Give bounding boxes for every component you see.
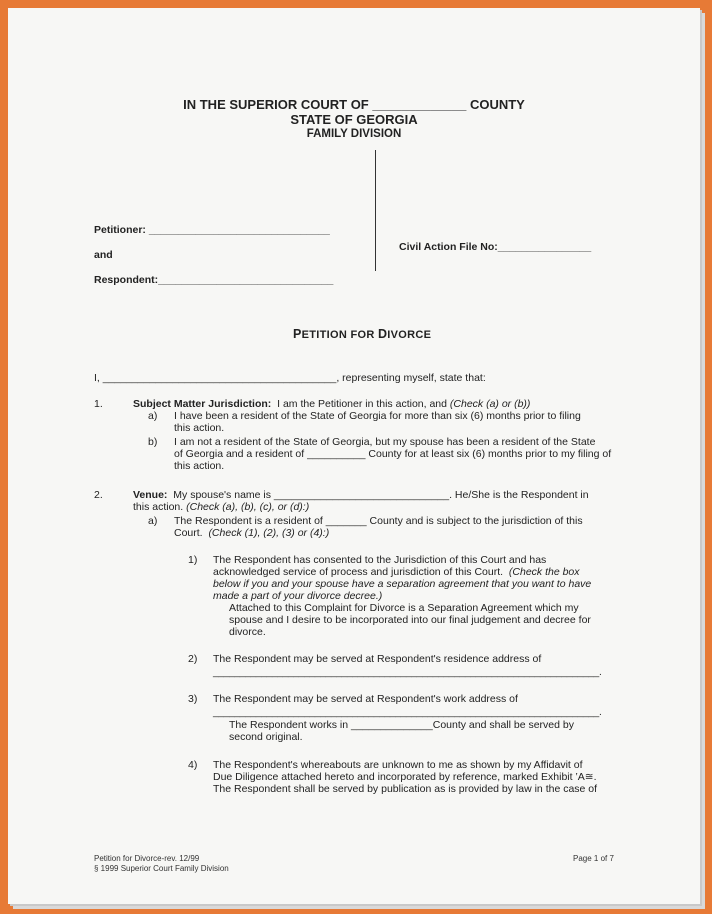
item1-line2-note: (Check the box	[508, 566, 580, 578]
court-heading-line1: IN THE SUPERIOR COURT OF _____________ COUNTY	[183, 97, 525, 112]
item1-line5: Attached to this Complaint for Divorce is a Separation Agreement which my	[229, 602, 579, 614]
section2-a-line2-text: Court.	[174, 527, 203, 539]
item1-line4: made a part of your divorce decree.)	[213, 590, 383, 602]
section1-note: (Check (a) or (b))	[449, 398, 531, 410]
item3-line4: second original.	[229, 731, 303, 743]
intro-statement: I, ________________________________________, representing myself, state that:	[94, 372, 486, 384]
item1-line3: below if you and your spouse have a separation agreement that you want to have	[213, 578, 592, 590]
item4-line1: The Respondent's whereabouts are unknown to me as shown by my Affidavit of	[213, 759, 583, 771]
section2-a-line2-note: (Check (1), (2), (3) or (4):)	[208, 527, 330, 539]
section2-number: 2.	[94, 489, 103, 501]
item1-label: 1)	[188, 554, 198, 566]
section1-text: I am the Petitioner in this action, and	[277, 398, 447, 410]
section1-b-label: b)	[148, 436, 158, 448]
title-rest-1: ETITION FOR	[301, 329, 378, 341]
section1-b-line3: this action.	[174, 460, 225, 472]
section1-b-line2: of Georgia and a resident of __________ County for at least six (6) months prior to my filing of	[174, 448, 612, 460]
footer-revision: Petition for Divorce-rev. 12/99	[94, 854, 200, 863]
petitioner-field: Petitioner: _______________________________	[94, 224, 330, 236]
section1-heading: Subject Matter Jurisdiction:	[133, 398, 272, 410]
caption-divider	[375, 150, 376, 271]
civil-action-field: Civil Action File No:________________	[399, 241, 592, 253]
section1-a-line1: I have been a resident of the State of Georgia for more than six (6) months prior to filing	[174, 410, 581, 422]
item1-line2	[213, 566, 580, 578]
item3-line3: The Respondent works in ______________County and shall be served by	[229, 719, 574, 731]
title-rest-2: IVORCE	[387, 329, 432, 341]
item3-label: 3)	[188, 693, 198, 705]
document-title	[293, 327, 431, 341]
item4-line2: Due Diligence attached hereto and incorporated by reference, marked Exhibit ‛A≅.	[213, 771, 597, 783]
item4-line3: The Respondent shall be served by publication as is provided by law in the case of	[213, 783, 598, 795]
section2-line2-text: this action.	[133, 501, 184, 513]
section2-line2-note: (Check (a), (b), (c), or (d):)	[186, 501, 310, 513]
court-heading-line3: FAMILY DIVISION	[306, 128, 402, 140]
footer-page-number: Page 1 of 7	[573, 854, 614, 863]
item2-line1: The Respondent may be served at Respondent's residence address of	[213, 653, 542, 665]
section2-line1-text: My spouse's name is ______________________________. He/She is the Respondent in	[173, 489, 589, 501]
item2-label: 2)	[188, 653, 198, 665]
section2-line1	[133, 489, 589, 501]
item1-line7: divorce.	[229, 626, 266, 638]
court-heading-line2: STATE OF GEORGIA	[290, 112, 418, 127]
item2-address-line: ________________________________________________________________________.	[213, 667, 602, 678]
title-cap-d: D	[377, 327, 388, 341]
section1-number: 1.	[94, 398, 103, 410]
section2-a-label: a)	[148, 515, 158, 527]
item1-line6: spouse and I desire to be incorporated into our final judgement and decree for	[229, 614, 591, 626]
title-cap-p: P	[293, 327, 302, 341]
and-label: and	[94, 249, 113, 261]
section2-heading: Venue:	[133, 489, 168, 501]
item1-line1: The Respondent has consented to the Jurisdiction of this Court and has	[213, 554, 547, 566]
document-page	[8, 8, 700, 904]
section2-a-line1: The Respondent is a resident of _______ County and is subject to the jurisdiction of this	[174, 515, 583, 527]
section1-a-label: a)	[148, 410, 158, 422]
section1-b-line1: I am not a resident of the State of Georgia, but my spouse has been a resident of the State	[174, 436, 596, 448]
item3-address-line: ________________________________________________________________________.	[213, 707, 602, 718]
section1-line	[133, 398, 530, 410]
footer-copyright: § 1999 Superior Court Family Division	[94, 864, 229, 873]
section2-a-line2	[174, 527, 329, 539]
item1-line2-text: acknowledged service of process and jurisdiction of this Court.	[213, 566, 504, 578]
section1-a-line2: this action.	[174, 422, 225, 434]
item4-label: 4)	[188, 759, 198, 771]
respondent-field: Respondent:______________________________	[94, 274, 334, 286]
item3-line1: The Respondent may be served at Respondent's work address of	[213, 693, 518, 705]
section2-line2	[133, 501, 309, 513]
